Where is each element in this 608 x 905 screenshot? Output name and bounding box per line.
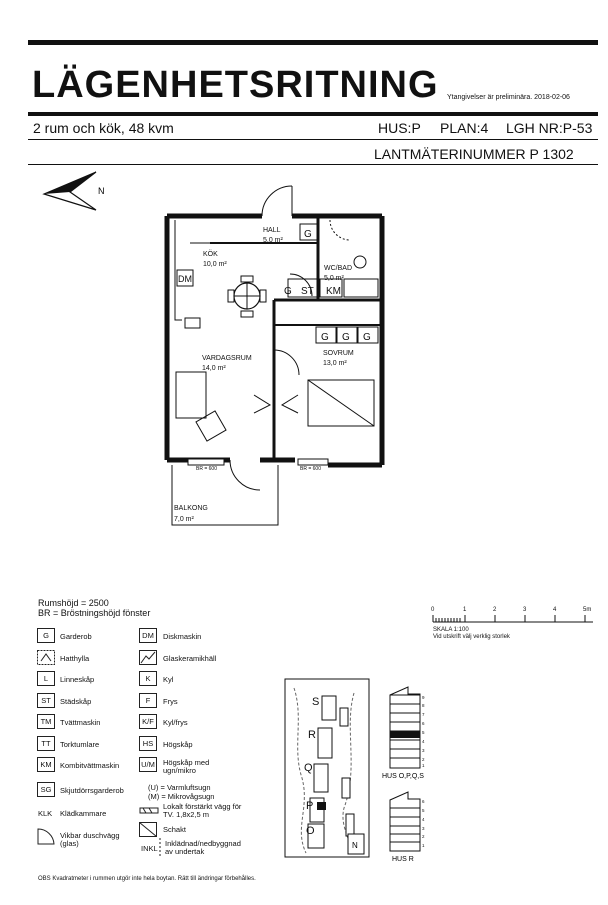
window-br-2: BR = 600	[300, 466, 321, 472]
north-arrow-icon	[40, 166, 110, 212]
floor-b-5: 5	[422, 808, 425, 813]
site-house-p: P	[306, 800, 314, 812]
floor-a-8: 8	[422, 703, 425, 708]
scale-tick-0: 0	[431, 607, 435, 613]
legend-label-kylfrys: Kyl/frys	[163, 718, 188, 727]
scale-tick-5: 5m	[583, 607, 592, 613]
legend-label-vikbar-duschvagg: Vikbar duschvägg (glas)	[60, 831, 120, 848]
site-house-r: R	[308, 729, 316, 741]
plan-g-hall: G	[304, 229, 312, 240]
north-label: N	[98, 186, 105, 196]
floor-a-7: 7	[422, 712, 425, 717]
plan-g-3: G	[363, 332, 371, 343]
room-name-vardagsrum: VARDAGSRUM	[202, 355, 252, 362]
room-area-kok: 10,0 m²	[203, 261, 227, 268]
shaft-icon	[139, 822, 157, 837]
legend-label-hatthylla: Hatthylla	[60, 654, 90, 663]
legend-code-inkl: INKL	[141, 844, 158, 853]
legend-label-inkladnad: Inklädnad/nedbyggnad av undertak	[165, 839, 241, 856]
floor-a-1: 1	[422, 763, 425, 768]
legend-code-l: L	[37, 671, 55, 686]
plan-dm: DM	[178, 274, 192, 284]
room-area-balkong: 7,0 m²	[174, 516, 194, 523]
site-house-o: O	[306, 825, 315, 837]
plan-km: KM	[326, 286, 341, 297]
scale-bar	[425, 602, 600, 642]
floor-b-4: 4	[422, 817, 425, 822]
legend-label-tvattmaskin: Tvättmaskin	[60, 718, 101, 727]
floor-b-6: 6	[422, 799, 425, 804]
page-title: LÄGENHETSRITNING	[32, 64, 439, 106]
room-area-wcbad: 5,0 m²	[324, 275, 344, 282]
site-house-q: Q	[304, 762, 313, 774]
section-caption-a: HUS O,P,Q,S	[382, 773, 424, 780]
legend-code-kf: K/F	[139, 714, 157, 729]
lgh-nr-label: LGH NR:P-53	[506, 120, 593, 136]
legend-note-mikrovagsugn: (M) = Mikrovågsugn	[148, 792, 215, 801]
scale-note: Vid utskrift välj verklig storlek	[433, 634, 510, 640]
header-bottom-rule	[28, 164, 598, 165]
scale-tick-3: 3	[523, 607, 527, 613]
room-height-note: Rumshöjd = 2500	[38, 598, 109, 608]
site-plan-map	[284, 678, 370, 858]
legend-label-hogskap-ugn: Högskåp med ugn/mikro	[163, 758, 210, 775]
legend-code-klk: KLK	[38, 809, 53, 818]
legend-label-frys: Frys	[163, 697, 178, 706]
floor-a-4: 4	[422, 739, 425, 744]
inkl-marker-icon	[158, 838, 162, 858]
legend-label-kyl: Kyl	[163, 675, 174, 684]
section-caption-b: HUS R	[392, 856, 414, 863]
preliminary-note: Ytangivelser är preliminära. 2018-02-06	[447, 94, 570, 101]
shower-screen-icon	[37, 828, 55, 845]
scale-label: SKALA 1:100	[433, 627, 469, 633]
room-name-wcbad: WC/BAD	[324, 265, 352, 272]
room-name-hall: HALL	[263, 227, 281, 234]
legend-label-linneskap: Linneskåp	[60, 675, 95, 684]
ceramic-hob-icon	[139, 650, 157, 665]
room-name-balkong: BALKONG	[174, 505, 208, 512]
lantmateri-number: LANTMÄTERINUMMER P 1302	[374, 146, 574, 162]
floor-a-3: 3	[422, 748, 425, 753]
legend-label-skjutdorrsgarderob: Skjutdörrsgarderob	[60, 786, 124, 795]
legend-label-diskmaskin: Diskmaskin	[163, 632, 202, 641]
legend-code-k: K	[139, 671, 157, 686]
legend-label-torktumlare: Torktumlare	[60, 740, 100, 749]
footer-note: OBS Kvadratmeter i rummen utgör inte hela boytan. Rätt till ändringar förbehålles.	[38, 876, 256, 882]
site-north-label: N	[352, 841, 358, 850]
legend-code-hs: HS	[139, 736, 157, 751]
legend-code-sg: SG	[37, 782, 55, 797]
room-area-vardagsrum: 14,0 m²	[202, 365, 226, 372]
plan-g-1: G	[321, 332, 329, 343]
legend-label-forstarkt-vagg: Lokalt förstärkt vägg för TV. 1,8x2,5 m	[163, 802, 242, 819]
room-name-sovrum: SOVRUM	[323, 350, 354, 357]
floor-b-1: 1	[422, 843, 425, 848]
legend-label-kladkammare: Klädkammare	[60, 809, 107, 818]
plan-g: G	[284, 286, 292, 297]
legend-code-tm: TM	[37, 714, 55, 729]
room-name-kok: KÖK	[203, 251, 218, 258]
scale-tick-4: 4	[553, 607, 557, 613]
floor-b-2: 2	[422, 834, 425, 839]
legend-code-st: ST	[37, 693, 55, 708]
legend-label-garderob: Garderob	[60, 632, 92, 641]
legend-label-schakt: Schakt	[163, 825, 186, 834]
site-house-s: S	[312, 696, 320, 708]
plan-g-2: G	[342, 332, 350, 343]
legend-code-dm: DM	[139, 628, 157, 643]
building-sections	[380, 683, 440, 863]
legend-code-f: F	[139, 693, 157, 708]
floor-plan	[150, 180, 390, 530]
scale-tick-2: 2	[493, 607, 497, 613]
window-br-1: BR = 600	[196, 466, 217, 472]
legend-code-km: KM	[37, 757, 55, 772]
legend-label-kombitvattmaskin: Kombitvättmaskin	[60, 761, 120, 770]
reinforced-wall-icon	[139, 803, 159, 817]
legend-code-g: G	[37, 628, 55, 643]
header-top-rule	[28, 40, 598, 45]
hat-shelf-icon	[37, 650, 55, 665]
br-note: BR = Bröstningshöjd fönster	[38, 608, 151, 618]
header-mid-rule	[28, 112, 598, 116]
legend-label-glaskeramikhall: Glaskeramikhäll	[163, 654, 217, 663]
floor-a-2: 2	[422, 757, 425, 762]
plan-label: PLAN:4	[440, 120, 489, 136]
floor-a-6: 6	[422, 721, 425, 726]
legend-label-hogskap: Högskåp	[163, 740, 193, 749]
legend-code-tt: TT	[37, 736, 55, 751]
legend-label-stadskap: Städskåp	[60, 697, 92, 706]
hus-label: HUS:P	[378, 120, 421, 136]
room-area-hall: 5,0 m²	[263, 237, 283, 244]
legend-code-um: U/M	[139, 757, 157, 772]
legend-note-varmluftsugn: (U) = Varmluftsugn	[148, 783, 211, 792]
floor-a-9: 9	[422, 695, 425, 700]
scale-tick-1: 1	[463, 607, 467, 613]
floor-a-5: 5	[422, 730, 425, 735]
plan-st: ST	[301, 286, 314, 297]
header-thin-rule	[28, 139, 598, 140]
room-area-sovrum: 13,0 m²	[323, 360, 347, 367]
apartment-type: 2 rum och kök, 48 kvm	[33, 120, 174, 136]
floor-b-3: 3	[422, 826, 425, 831]
